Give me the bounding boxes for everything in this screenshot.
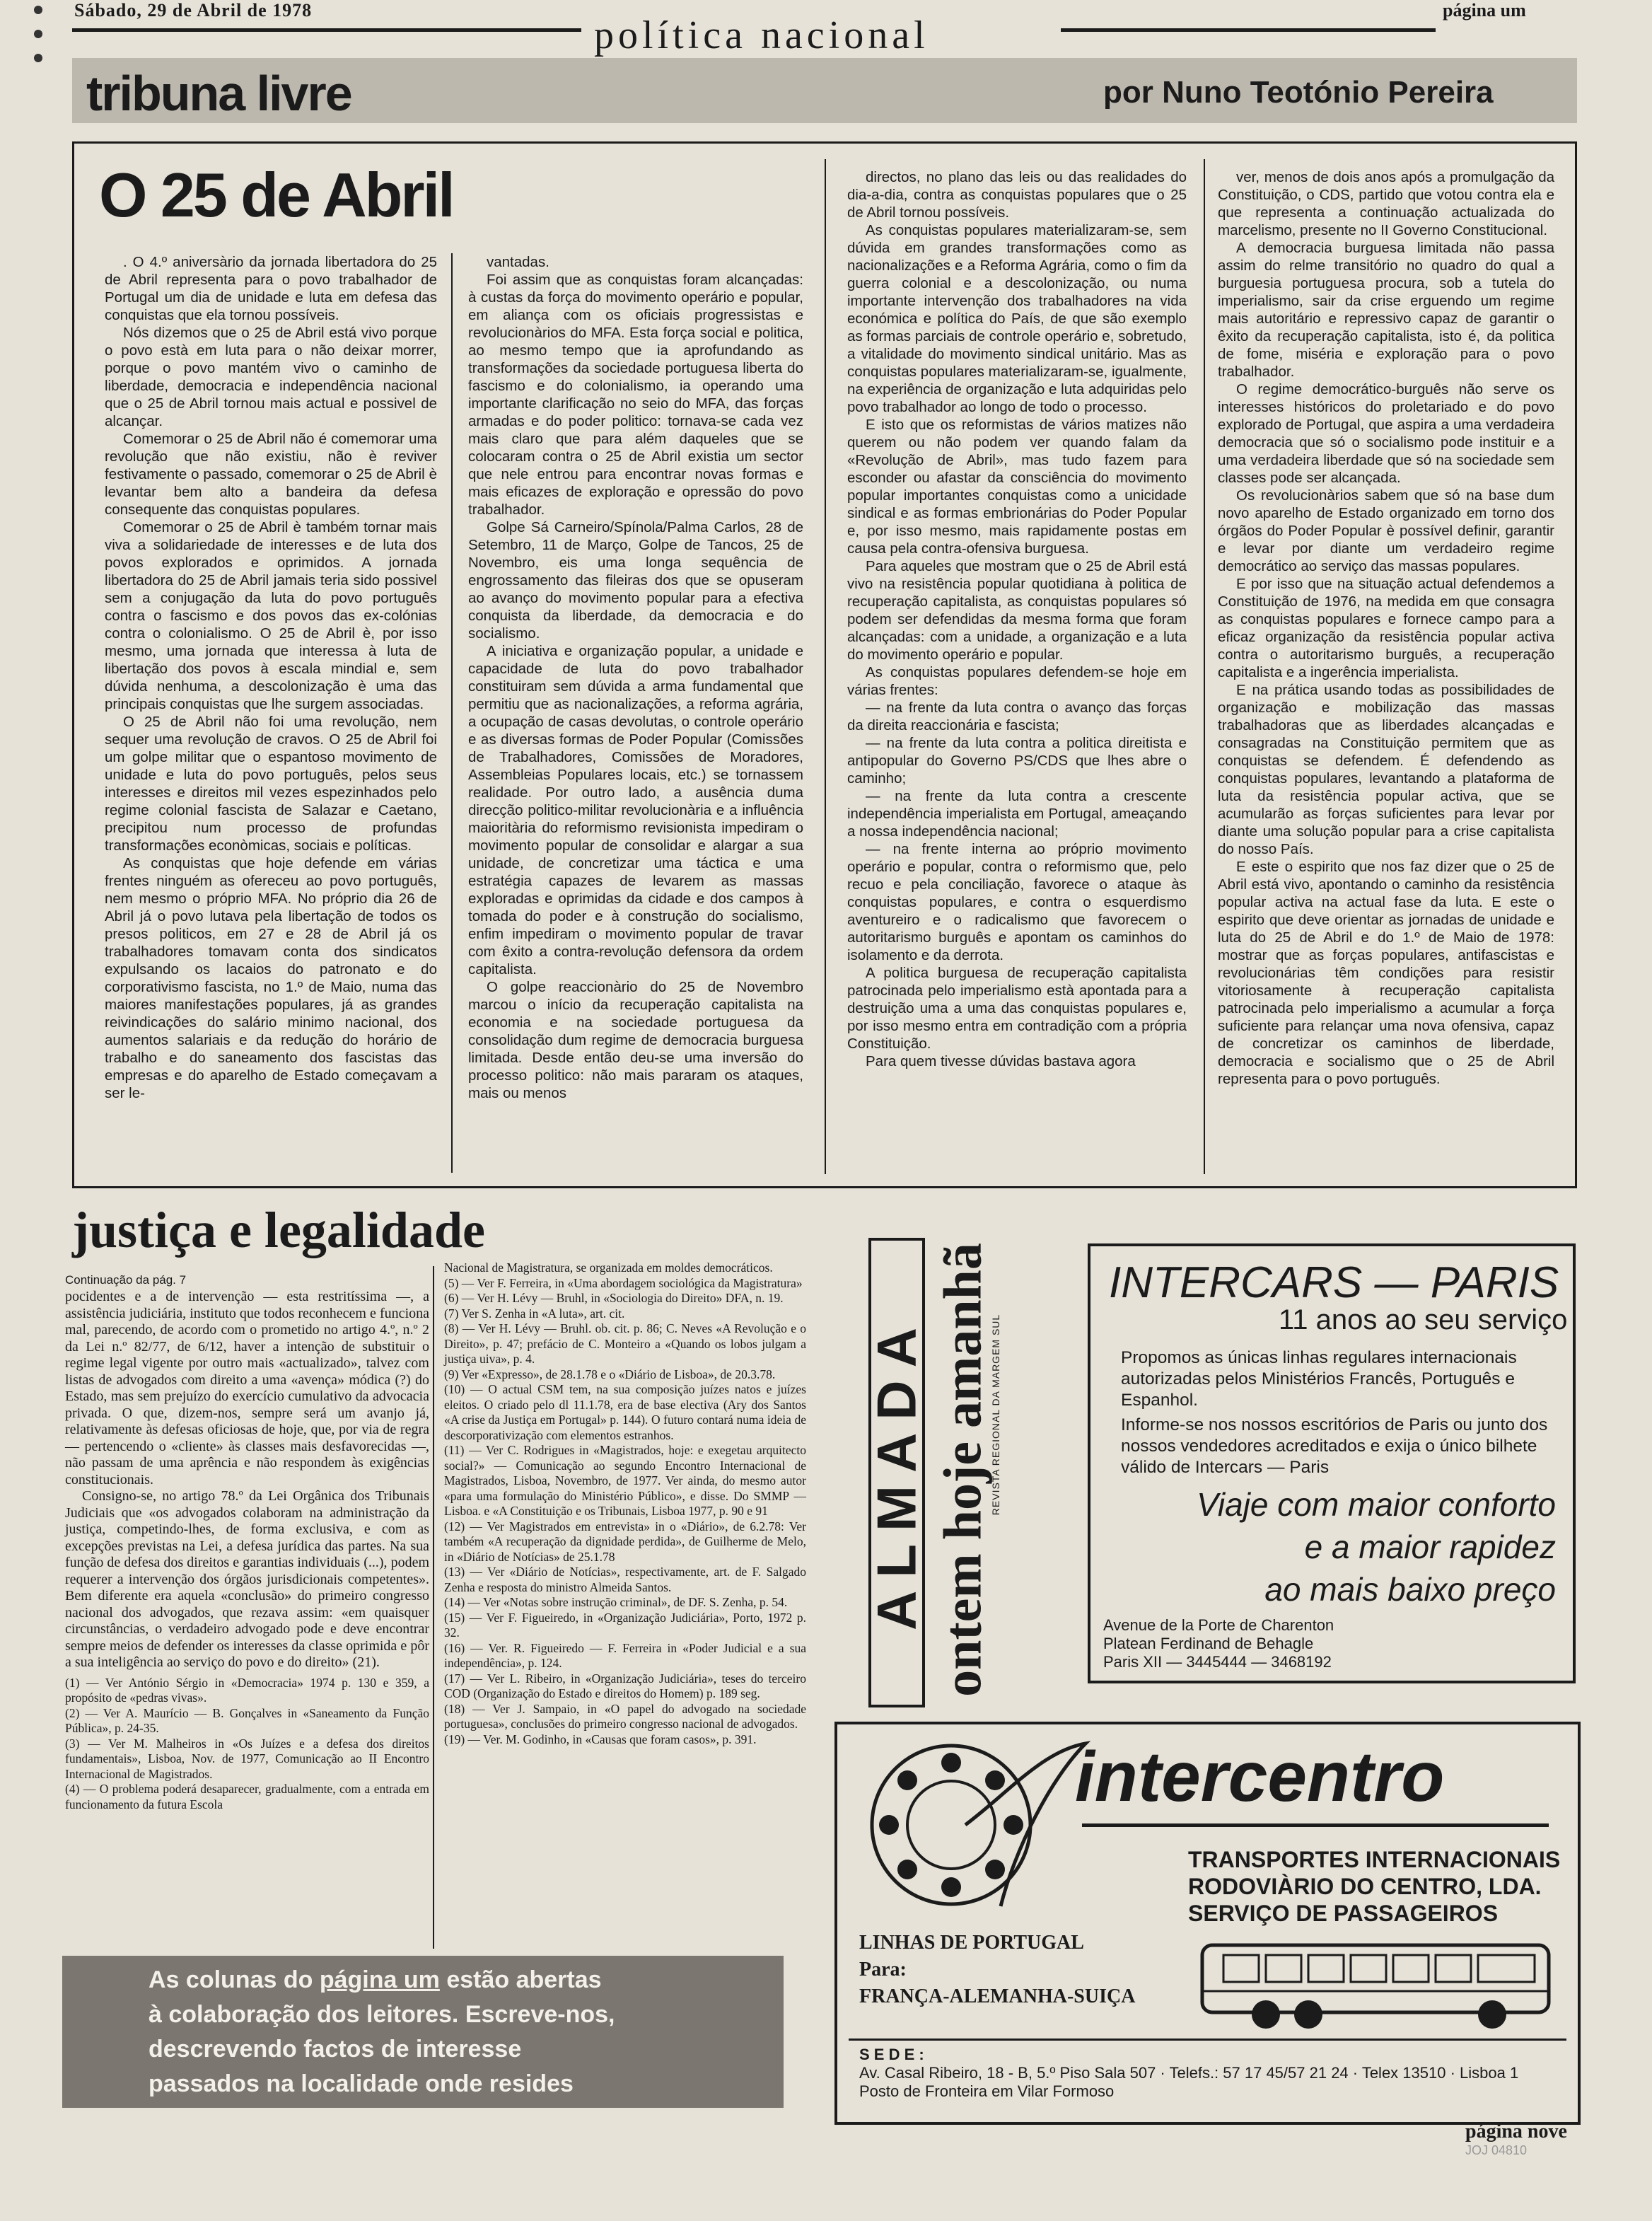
- address-line: Platean Ferdinand de Behagle: [1103, 1635, 1314, 1652]
- header-rule-right: [1061, 28, 1436, 32]
- issue-date: Sábado, 29 de Abril de 1978: [74, 0, 313, 21]
- paragraph: As conquistas que hoje defende em várias frentes ninguém as ofereceu ao povo português, nem mesmo o próprio MFA. No próprio dia 26 de Abril já o povo lutava pela libertação de todos os presos politicos, em 27 e 28 de Abril já os trabalhadores tomavam conta dos sindicatos expulsando os lacaios do patronato e do corporativismo fascista, no 1.º de Maio, numa das maiores manifestações populares, já as grandes reivindicações do salário minimo nacional, dos aumentos salariais e da redução do horário de trabalho e do saneamento dos fascistas das empresas e do aparelho de Estado começavam a ser le-: [105, 855, 437, 1101]
- paragraph: E este o espirito que nos faz dizer que o 25 de Abril está vivo, apontando o caminho da resistência popular activa na actual fase da luta. E este o espirito que deve orientar as jornadas de unidade e luta do 25 de Abril e do 1.º de Maio de 1978: mostrar que as forças populares, antifascistas e revolucionárias têm condições para resistir vitoriosamente à recuperação capitalista patrocinada pelo imperialismo a acumular a força suficiente para relançar uma nova ofensiva, capaz de concretizar os caminhos de liberdade, democracia e socialismo que o 25 de Abril representa para o povo português.: [1218, 859, 1554, 1087]
- bus-icon: [1195, 1931, 1563, 2037]
- column-rule: [825, 159, 826, 1174]
- footnote: (9) Ver «Expresso», de 28.1.78 e o «Diário de Lisboa», de 20.3.78.: [444, 1367, 776, 1381]
- paragraph: — na frente interna ao próprio movimento operário e popular, contra o reformismo que, pelo recuo e pela conciliação, favorece o ataque às conquistas populares, e contra o esquerdismo aventureiro e o radicalismo que favorecem o autoritarismo burguês e apontam os caminhos do isolamento e da derrota.: [847, 841, 1187, 963]
- page-reference: página um: [1443, 0, 1526, 21]
- banner-text: passados na localidade onde resides: [149, 2070, 574, 2097]
- banner-text: As colunas do: [149, 1966, 313, 1993]
- paragraph: Foi assim que as conquistas foram alcançadas: à custas da força do movimento operário e popular, em aliança com os oficiais progressistas e revolucionàrios do MFA. Esta força social e politica, ao mesmo tempo que ia aprofundando as transformações da sociedade portuguesa liberta do fascismo e do colonialismo, ia operando uma importante clarificação no seio do MFA, das forças armadas e do poder politico: tornava-se cada vez mais claro que para além daqueles que se colocaram contra o 25 de Abril existia um sector que nele entrou para encontrar novas formas e mais eficazes de exploração e opressão do povo trabalhador.: [468, 272, 803, 518]
- paragraph: Golpe Sá Carneiro/Spínola/Palma Carlos, 28 de Setembro, 11 de Março, Golpe de Tancos, 25 de Novembro, eis uma longa sequência de engrossamento das fileiras dos que se opuseram ao avanço do movimento popular para a efectiva conquista da liberdade, da democracia e do socialismo.: [468, 519, 803, 642]
- paragraph: O regime democrático-burguês não serve os interesses históricos do proletariado e do povo explorado de Portugal, que aspira a uma verdadeira democracia que só o socialismo pode instituir e a uma verdadeira liberdade que só na sociedade sem classes pode ser alcançada.: [1218, 381, 1554, 486]
- paragraph: E na prática usando todas as possibilidades de organização e mobilização das massas trabalhadoras que as liberdades alcançadas e consagradas na Constituição permitem que as conquistas se defendem. É defendendo as conquistas populares, levantando a plataforma de luta da resistência popular activa, que se acumularão as forças suficientes para levar por diante uma solução popular para a crise capitalista do nosso País.: [1218, 682, 1554, 857]
- sede-rule: [849, 2039, 1566, 2041]
- paragraph: vantadas.: [487, 254, 549, 270]
- sede-label: S E D E :: [859, 2046, 924, 2063]
- paragraph: E isto que os reformistas de vários matizes não querem ou não podem ver quando falam da «Revolução de Abril», mas tudo fazem para esconder ou afastar da consciência do movimento popular importantes conquistas como a unicidade sindical e as formas embrionárias do Poder Popular e, por isso mesmo, mais rapidamente postas em causa pela contra-ofensiva burguesa.: [847, 417, 1187, 557]
- almada-tagline: ontem hoje amanhã: [933, 1243, 993, 1697]
- paragraph: ver, menos de dois anos após a promulgação da Constituição, o CDS, partido que votou contra ela e que representa a continuação actualizada do marcelismo, presente no II Governo Constitucional.: [1218, 169, 1554, 238]
- intercars-address: [1103, 1616, 1334, 1671]
- intercars-slogan: e a maior rapidez: [1304, 1529, 1556, 1565]
- route-line: LINHAS DE PORTUGAL: [859, 1932, 1084, 1954]
- footnote: Nacional de Magistratura, se organizada em moldes democráticos.: [444, 1260, 773, 1275]
- intercars-text: Propomos as únicas linhas regulares internacionais autorizadas pelos Ministérios Francês, Português e Espanhol.: [1121, 1348, 1517, 1410]
- banner-text: estão abertas: [446, 1966, 602, 1993]
- paragraph: A politica burguesa de recuperação capitalista patrocinada pelo imperialismo està apontada para a destruição uma a uma das conquistas populares e, por isso mesmo entra em contradição com a própria Constituição.: [847, 965, 1187, 1052]
- paragraph: A iniciativa e organização popular, a unidade e capacidade de luta do povo trabalhador constituiram sem dúvida a arma fundamental que permitiu que as nacionalizações, a reforma agrária, a ocupação de casas devolutas, o controle operário e as diversas formas de Poder Popular (Comissões de Trabalhadores, Comissões de Moradores, Assembleias Populares locais, etc.) se tornassem realidade. Por outro lado, a ausência duma direcção politico-militar revolucionària e a influência maioritària do reformismo revisionista impediram o movimento popular de consolidar e alargar a sua unidade, de concretizar uma táctica e uma estratégia capazes de levarem as massas exploradas e oprimidas da cidade e dos campos à tomada do poder e à construção do socialismo, enfim impediram o movimento popular de travar com êxito a contra-revolução defensora da ordem capitalista.: [468, 643, 803, 978]
- almada-subtitle: REVISTA REGIONAL DA MARGEM SUL: [990, 1314, 1001, 1516]
- route-line: Para:: [859, 1959, 907, 1981]
- intercars-slogan: Viaje com maior conforto: [1197, 1486, 1556, 1523]
- footnote: (6) — Ver H. Lévy — Bruhl, in «Sociologia do Direito» DFA, n. 19.: [444, 1291, 784, 1305]
- almada-title: ALMADA: [865, 1315, 928, 1630]
- footnote: (12) — Ver Magistrados em entrevista» in o «Diário», de 6.2.78: Ver também «A recuperação da dignidade perdida», de Guilherme de Melo, in «Diário de Notícias» de 25.1.78: [444, 1519, 806, 1564]
- article-column-3: [847, 168, 1187, 1070]
- footnote: (19) — Ver. M. Godinho, in «Causas que foram casos», p. 391.: [444, 1732, 757, 1746]
- paragraph: directos, no plano das leis ou das realidades do dia-a-dia, contra as conquistas populares que o 25 de Abril tornou possíveis.: [847, 169, 1187, 221]
- scan-mark: JOJ 04810: [1465, 2143, 1528, 2157]
- column-label: tribuna livre: [86, 66, 351, 121]
- paragraph: E por isso que na situação actual defendemos a Constituição de 1976, na medida em que consagra as conquistas populares e fornece campo para a eficaz organização da resistência popular activa contra o autoritarismo burguês, a recuperação capitalista e a ingerência imperialista.: [1218, 576, 1554, 680]
- footnote: (5) — Ver F. Ferreira, in «Uma abordagem sociológica da Magistratura»: [444, 1275, 803, 1290]
- byline: por Nuno Teotónio Pereira: [1103, 75, 1494, 110]
- paragraph: pocidentes e a de intervenção — esta restritíssima —, a assistência judiciária, instituto que todos reconhecem e funciona mal, parecendo, de acordo com o prometido no artigo 4.º, n.º 2 da Lei n.º 82/77, de 6/12, haver a intenção de substituir o regime legal vigente por outro mais «actualizado», talvez com listas de advogados com direito a uma «avença» módica (?) do Estado, mas sem prejuízo do exercício cumulativo da advocacia privada. O que, dizem-nos, sempre será um avanjo já, relativamente às defesas oficiosas de hoje, que, por via de regra — pertencendo o «cliente» às classes mais desfavorecidas —, não passam de uma aprência e não respondem às exigências constitucionais.: [65, 1289, 429, 1488]
- intercentro-lines: [859, 1930, 1135, 2010]
- column-rule: [1204, 159, 1205, 1174]
- article-column-1: [105, 253, 437, 1102]
- address-line: Posto de Fronteira em Vilar Formoso: [859, 2082, 1115, 2100]
- page-number: página nove: [1465, 2121, 1567, 2142]
- service-line: SERVIÇO DE PASSAGEIROS: [1188, 1901, 1499, 1926]
- section-headline: justiça e legalidade: [72, 1202, 485, 1258]
- paragraph: Comemorar o 25 de Abril è também tornar mais viva a solidariedade de interesses e de luta dos povos explorados e oprimidos. A jornada libertadora do 25 de Abril jamais teria sido possivel sem a conjugação da luta do povo português contra o fascismo e dos povos das ex-colónias contra o colonialismo. O 25 de Abril è, por isso mesmo, uma jornada que interessa à luta de libertação dos povos à escala mindial e, sem dúvida nenhuma, a descolonização è uma das principais conquistas que lhe surgem associadas.: [105, 519, 437, 712]
- footnote: (10) — O actual CSM tem, na sua composição juízes natos e juízes eleitos. O criado pelo dl 11.1.78, era de base electiva (Ary dos Santos «A crise da Justiça em Portugal» p. 144). O futuro contará numa ideia de descorporativização com elementos estranhos.: [444, 1382, 806, 1442]
- column-rule: [433, 1266, 434, 1949]
- footnote: (2) — Ver A. Maurício — B. Gonçalves in «Saneamento da Função Pública», p. 24-35.: [65, 1705, 429, 1735]
- banner-text: descrevendo factos de interesse: [149, 2036, 522, 2063]
- intercentro-services: [1188, 1846, 1560, 1927]
- paragraph: Comemorar o 25 de Abril não é comemorar uma revolução que não existiu, não è reviver festivamente o passado, comemorar o 25 de Abril è levantar bem alto a bandeira da defesa consequente das conquistas populares.: [105, 431, 437, 518]
- paragraph: Para aqueles que mostram que o 25 de Abril está vivo na resistência popular quotidiana à politica de recuperação capitalista, as conquistas populares só podem ser defendidas da mesma forma que foram alcançadas: com a unidade, a organização e a luta do movimento operário e popular.: [847, 558, 1187, 663]
- footnote: (11) — Ver C. Rodrigues in «Magistrados, hoje: e exegetau arquitecto social?» — Comunicação ao segundo Encontro Internacional de Magistrados, Lisboa, Novembro, de 1977. Ver ainda, do mesmo autor «para uma formulação do Ministério Público», e disse. Do SMMP — Lisboa. e «A Constituição e os Tribunais, Lisboa 1977, p. 90 e 91: [444, 1443, 806, 1518]
- header-rule-left: [72, 28, 581, 32]
- almada-ad: [865, 1238, 1003, 1705]
- footnote: (18) — Ver J. Sampaio, in «O papel do advogado na sociedade portuguesa», conclusões do primeiro congresso nacional de advogados.: [444, 1701, 806, 1731]
- footnote: (13) — Ver «Diário de Notícias», respectivamente, art. de F. Salgado Zenha e resposta do ministro Almeida Santos.: [444, 1565, 806, 1594]
- paragraph: Consigno-se, no artigo 78.º da Lei Orgânica dos Tribunais Judiciais que «os advogados colaboram na administração da justiça, competindo-lhes, de forma exclusiva, e com as excepções previstas na Lei, a defesa jurídica das partes. Na sua função de defesa dos direitos e garantias individuais (...), podem requerer a intervenção dos órgãos jurisdicionais competentes». Bem diferente era aquela «conclusão» do primeiro congresso nacional dos advogados, que rezava assim: «em quaisquer circunstâncias, o verdadeiro advogado pode e deve encontrar sempre meios de defender os interesses da classe oprimida e pôr a sua inteligência ao serviço do povo e do direito» (21).: [65, 1488, 429, 1670]
- footnote: (3) — Ver M. Malheiros in «Os Juízes e a defesa dos direitos fundamentais», Lisboa, Nov. de 1977, Comunicação ao II Encontro Internacional de Magistrados.: [65, 1736, 429, 1781]
- footnote: (16) — Ver. R. Figueiredo — F. Ferreira in «Poder Judicial e a sua independência», p. 124.: [444, 1640, 806, 1670]
- address-line: Av. Casal Ribeiro, 18 - B, 5.º Piso Sala 507 · Telefs.: 57 17 45/57 21 24 · Telex 13510 · Lisboa 1: [859, 2064, 1519, 2082]
- banner-paper-name: página um: [319, 1966, 440, 1993]
- continued-note: Continuação da pág. 7: [65, 1273, 187, 1287]
- footnote: (8) — Ver H. Lévy — Bruhl. ob. cit. p. 86; C. Neves «A Revolução e o Direito», p. 47; prefácio de C. Monteiro a «Quando os lobos julgam a justiça uiva», p. 4.: [444, 1321, 806, 1366]
- intercars-subtitle: 11 anos ao seu serviço: [1279, 1304, 1568, 1335]
- banner-text: à colaboração dos leitores. Escreve-nos,: [149, 2001, 615, 2028]
- paragraph: . O 4.º aniversàrio da jornada libertadora do 25 de Abril representa para o povo trabalhador de Portugal um dia de unidade e luta em defesa das conquistas que ela tornou possíveis.: [105, 254, 437, 323]
- route-line: FRANÇA-ALEMANHA-SUIÇA: [859, 1985, 1136, 2007]
- paragraph: As conquistas populares materializaram-se, sem dúvida em grandes transformações como as nacionalizações e a Reforma Agrária, como o fim da guerra colonial e a descolonização, ou numa importante intervenção dos trabalhadores na vida económica e política do País, de que são exemplo as formas parciais de controle operário e, sobretudo, a vitalidade do movimento sindical unitário. Mas as conquistas populares materializaram-se, igualmente, na experiência de organização e luta adquiridas pelo povo trabalhador ao longo de todo o processo.: [847, 222, 1187, 415]
- paragraph: Os revolucionàrios sabem que só na base dum novo aparelho de Estado organizado em torno dos órgãos do Poder Popular è possível definir, garantir e levar por diante um verdadeiro regime democrático ao serviço das massas populares.: [1218, 487, 1554, 574]
- service-line: TRANSPORTES INTERNACIONAIS: [1188, 1847, 1561, 1872]
- article-column-4: [1218, 168, 1554, 1088]
- footnote: (1) — Ver António Sérgio in «Democracia» 1974 p. 130 e 359, a propósito de «pedras vivas».: [65, 1675, 429, 1705]
- footnotes: [65, 1676, 429, 1813]
- intercentro-address: [859, 2046, 1518, 2101]
- paragraph: O 25 de Abril não foi uma revolução, nem sequer uma revolução de cravos. O 25 de Abril foi um golpe militar que o espantoso movimento de unidade e luta do povo português, pelos seus interesses e direitos mil vezes espezinhados pelo regime colonial fascista de Salazar e Caetano, precipitou num processo de profundas transformações econòmicas, sociais e políticas.: [105, 714, 437, 854]
- paragraph: A democracia burguesa limitada não passa assim do relme transitório no quadro do qual a burguesia portuguesa procura, sob a tutela do imperialismo, sair da crise erguendo um regime mais autoritário e repressivo capaz de garantir o êxito da recuperação capitalista, isto é, da politica de fome, miséria e exploração para o povo trabalhador.: [1218, 240, 1554, 380]
- footnote: (7) Ver S. Zenha in «A luta», art. cit.: [444, 1306, 625, 1321]
- paragraph: — na frente da luta contra a politica direitista e antipopular do Governo PS/CDS que lhes abre o caminho;: [847, 735, 1187, 787]
- paragraph: Para quem tivesse dúvidas bastava agora: [866, 1053, 1136, 1069]
- justica-column-2: [444, 1260, 806, 1747]
- intercars-title: INTERCARS — PARIS: [1109, 1258, 1559, 1307]
- intercentro-underline: [1082, 1823, 1549, 1827]
- address-line: Avenue de la Porte de Charenton: [1103, 1616, 1334, 1634]
- wheel-logo-icon: [859, 1736, 1093, 1913]
- footnote: (14) — Ver «Notas sobre instrução criminal», de DF. S. Zenha, p. 54.: [444, 1595, 788, 1609]
- article-column-2: [468, 253, 803, 1102]
- justica-column-1: [65, 1289, 429, 1812]
- column-rule: [451, 253, 453, 1173]
- reader-invite-text: [149, 1963, 757, 2101]
- intercentro-name: intercentro: [1075, 1737, 1445, 1816]
- section-title: política nacional: [594, 13, 929, 57]
- service-line: RODOVIÀRIO DO CENTRO, LDA.: [1188, 1874, 1542, 1899]
- article-headline: O 25 de Abril: [99, 160, 453, 230]
- footnote: (17) — Ver L. Ribeiro, in «Organização Judiciária», teses do terceiro COD (Organização do Estado e direitos do Homem) p. 189 seg.: [444, 1671, 806, 1700]
- paragraph: O golpe reaccionàrio do 25 de Novembro marcou o início da recuperação capitalista na economia e na sociedade portuguesa da consolidação dum regime de democracia burguesa limitada. Desde então deu-se uma inversão do processo politico: não mais pararam os ataques, mais ou menos: [468, 979, 803, 1101]
- intercars-text: Informe-se nos nossos escritórios de Paris ou junto dos nossos vendedores acreditados e exija o único bilhete válido de Intercars — Paris: [1121, 1415, 1548, 1477]
- left-margin-dots: [34, 6, 42, 62]
- intercars-slogan: ao mais baixo preço: [1264, 1571, 1556, 1608]
- address-line: Paris XII — 3445444 — 3468192: [1103, 1653, 1332, 1671]
- paragraph: Nós dizemos que o 25 de Abril está vivo porque o povo està em luta para o não deixar morrer, porque o povo mantém vivo o caminho de liberdade, democracia e independência nacional que o 25 de Abril tornou mais actual e possivel de alcançar.: [105, 325, 437, 429]
- footnote: (4) — O problema poderá desaparecer, gradualmente, com a entrada em funcionamento da futura Escola: [65, 1782, 429, 1811]
- paragraph: — na frente da luta contra o avanço das forças da direita reaccionária e fascista;: [847, 700, 1187, 733]
- paragraph: As conquistas populares defendem-se hoje em várias frentes:: [847, 664, 1187, 698]
- footnote: (15) — Ver F. Figueiredo, in «Organização Judiciária», Porto, 1972 p. 32.: [444, 1610, 806, 1640]
- almada-title-box: [865, 1238, 928, 1707]
- paragraph: — na frente da luta contra a crescente independência imperialista em Portugal, ameaçando a nossa independência nacional;: [847, 788, 1187, 840]
